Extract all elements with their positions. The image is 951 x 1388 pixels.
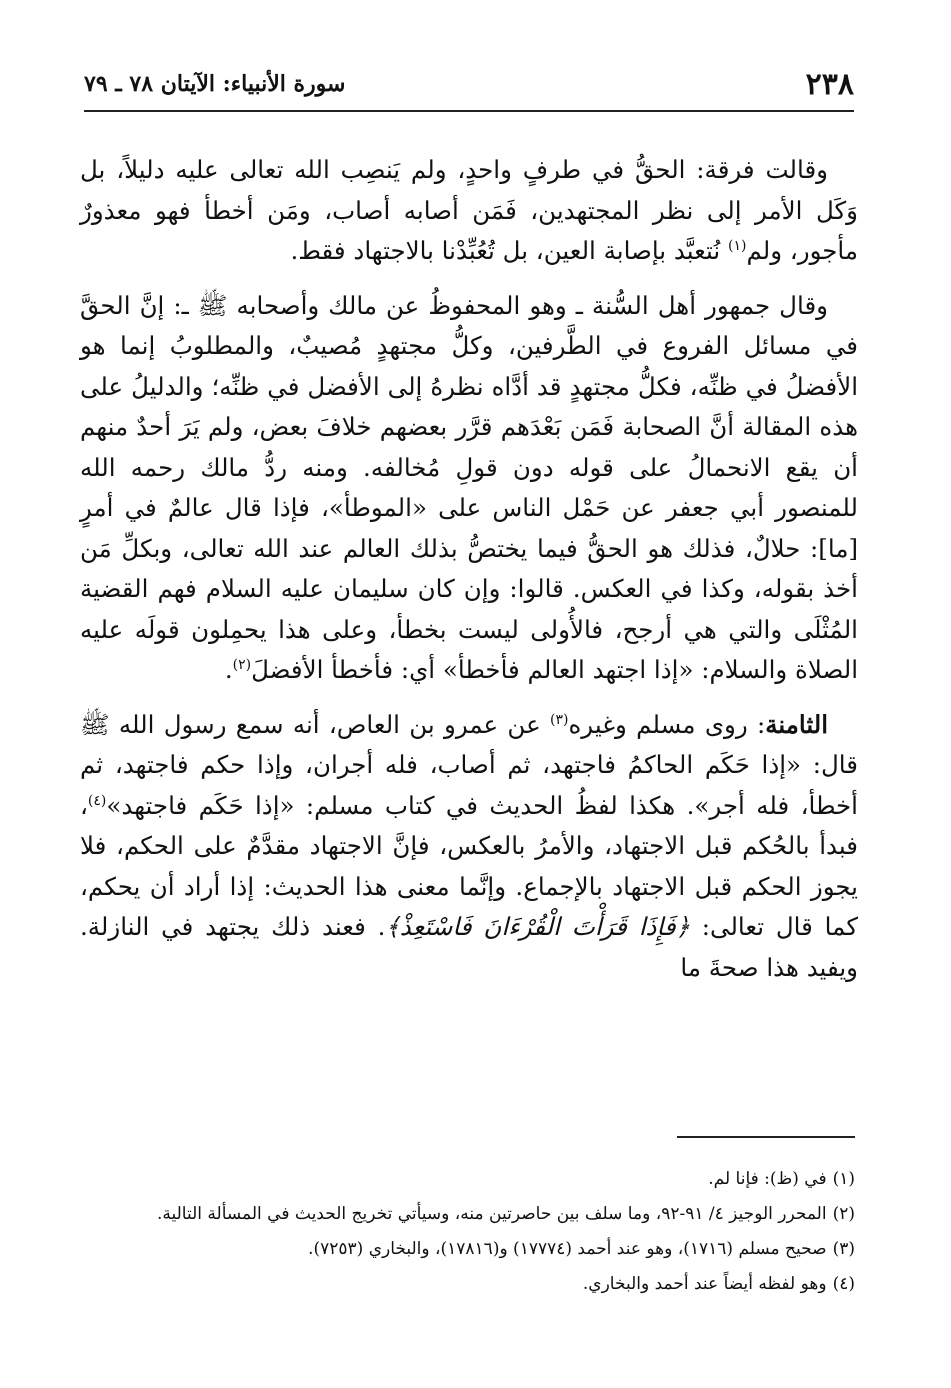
footnote-ref-2[interactable]: (٢)	[232, 656, 252, 673]
paragraph-text: . فعند ذلك يجتهد في النازلة. ويفيد هذا صحةَ ما	[80, 912, 858, 982]
paragraph-2	[80, 286, 858, 691]
footnote-2	[80, 1197, 855, 1232]
header-divider	[84, 110, 854, 112]
paragraph-3	[80, 705, 858, 989]
paragraph-1	[80, 150, 858, 272]
footnote-4	[80, 1267, 855, 1302]
footnote-text: في (ظ): فإنا لم.	[708, 1169, 827, 1189]
footnote-number: (٤)	[832, 1274, 855, 1294]
quran-verse: ﴿فَإِذَا قَرَأْتَ الْقُرْءَانَ فَاسْتَعِذْ﴾	[385, 912, 690, 941]
running-title: سورة الأنبياء: الآيتان ٧٨ ـ ٧٩	[84, 71, 346, 97]
footnote-number: (١)	[832, 1169, 855, 1189]
paragraph-text: .	[224, 655, 233, 684]
footnotes	[80, 1162, 855, 1302]
page-header	[84, 62, 854, 106]
footnote-divider	[677, 1136, 855, 1138]
footnote-1	[80, 1162, 855, 1197]
paragraph-text: وقالت فرقة: الحقُّ في طرفٍ واحدٍ، ولم يَنصِب الله تعالى عليه دليلاً، بل وَكَل الأمر إلى نظر المجتهدين، فَمَن أصابه أصاب، ومَن أخطأ فهو معذورٌ مأجور، ولم	[80, 155, 858, 265]
paragraph-text: ، فبدأ بالحُكم قبل الاجتهاد، والأمرُ بالعكس، فإنَّ الاجتهاد مقدَّمٌ على الحكم، فلا يجوز الحكم قبل الاجتهاد بالإجماع. وإنَّما معنى هذا الحديث: إذا أراد أن يحكم، كما قال تعالى:	[80, 790, 858, 941]
footnote-text: المحرر الوجيز ٤/ ٩١-٩٢، وما سلف بين حاصرتين منه، وسيأتي تخريج الحديث في المسألة التالية.	[156, 1204, 827, 1224]
footnote-ref-1[interactable]: (١)	[728, 237, 747, 254]
footnote-text: صحيح مسلم (١٧١٦)، وهو عند أحمد (١٧٧٧٤) و(١٧٨١٦)، والبخاري (٧٢٥٣).	[308, 1239, 827, 1259]
main-text	[80, 150, 858, 988]
footnote-number: (٢)	[832, 1204, 855, 1224]
paragraph-text: : روى مسلم وغيره	[568, 709, 766, 739]
page-number: ٢٣٨	[805, 66, 854, 102]
footnote-text: وهو لفظه أيضاً عند أحمد والبخاري.	[582, 1274, 827, 1294]
paragraph-text: نُتعبَّد بإصابة العين، بل تُعُبِّدْنا بالاجتهاد فقط.	[290, 236, 728, 265]
section-label: الثامنة	[765, 709, 829, 739]
paragraph-text: وقال جمهور أهل السُّنة ـ وهو المحفوظُ عن مالك وأصحابه ﷺ ـ: إنَّ الحقَّ في مسائل الفروع في الطَّرفين، وكلُّ مجتهدٍ مُصيبٌ، والمطلوبُ إنما هو الأفضلُ في ظنِّه، فكلُّ مجتهدٍ قد أدَّاه نظرهُ إلى الأفضل في ظنِّه؛ والدليلُ على هذه المقالة أنَّ الصحابة فَمَن بَعْدَهم قرَّر بعضهم خلافَ بعض، ولم يَرَ أحدٌ منهم أن يقع الانحمالُ على قوله دون قولِ مُخالفه. ومنه ردُّ مالك رحمه الله للمنصور أبي جعفر عن حَمْل الناس على «الموطأ»، فإذا قال عالمٌ في أمرٍ [ما]: حلالٌ، فذلك هو الحقُّ فيما يختصُّ بذلك العالم عند الله تعالى، وبكلِّ مَن أخذ بقوله، وكذا في العكس. قالوا: وإن كان سليمان عليه السلام فهم القضية المُثْلَى والتي هي أرجح، فالأُولى ليست بخطأ، وعلى هذا يحمِلون قولَه عليه الصلاة والسلام: «إذا اجتهد العالم فأخطأ» أي: فأخطأ الأفضلَ	[80, 290, 858, 684]
footnote-ref-4[interactable]: (٤)	[87, 792, 107, 809]
footnote-ref-3[interactable]: (٣)	[550, 711, 569, 728]
footnote-3	[80, 1232, 855, 1267]
footnote-number: (٣)	[832, 1239, 855, 1259]
paragraph-text: عن عمرو بن العاص، أنه سمع رسول الله ﷺ قال: «إذا حَكَم الحاكمُ فاجتهد، ثم أصاب، فله أجران، وإذا حكم فاجتهد، ثم أخطأ، فله أجر». هكذا لفظُ الحديث في كتاب مسلم: «إذا حَكَم فاجتهد»	[80, 709, 858, 820]
